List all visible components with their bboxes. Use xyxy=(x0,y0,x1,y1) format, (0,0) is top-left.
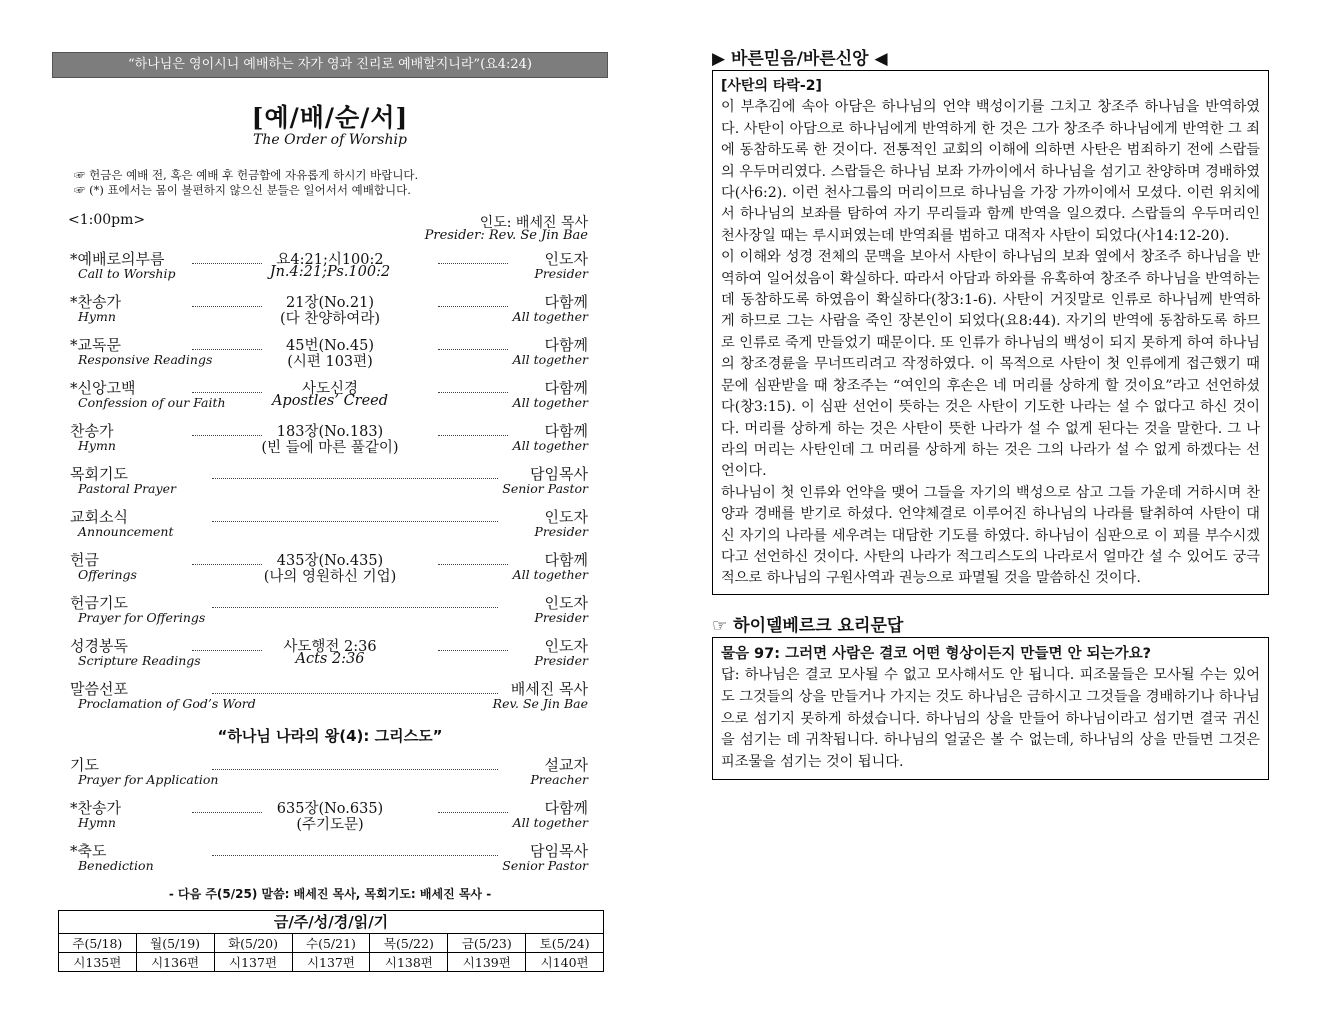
reading-passage: 시139편 xyxy=(448,953,526,972)
item-title-ko: *찬송가 xyxy=(70,293,121,311)
page-subtitle: The Order of Worship xyxy=(253,132,407,148)
item-title-ko: 말씀선포 xyxy=(70,680,128,698)
item-role-en: Preacher xyxy=(530,772,588,787)
item-title-en: Pastoral Prayer xyxy=(78,481,176,496)
order-item xyxy=(52,588,608,631)
item-title-ko: *예배로의부름 xyxy=(70,250,165,268)
reading-passage: 시135편 xyxy=(59,953,136,972)
order-item xyxy=(52,244,608,287)
faith-paragraph: 이 이해와 성경 전체의 문맥을 보아서 사탄이 하나님의 보좌 옆에서 창조주 하나님을 반역하여 일어섰음이 확실하다. 따라서 아담과 하와를 유혹하여 창조주 하나님을 반역하는 데 동참하도록 하였음이 확실하다(창3:1-6). 사탄이 거짓말로 인류로 하나님께 반역하게 하므로 그는 사람을 죽인 장본인이 되었다(요8:44). 자기의 반역에 동참하도록 하므로 인류로 죽게 만들었기 때문이다. 또 인류가 하나님의 백성이 되지 못하게 하여 하나님의 창조경륜을 무너뜨리려고 작정하였다. 이 목적으로 사탄이 첫 인류에게 접근했기 때문에 심판받을 때 창조주는 “여인의 후손은 네 머리를 상하게 할 것이요”라고 선언하셨다(창3:15). 이 심판 선언이 뜻하는 것은 사탄이 기도한 나라는 설 수 없다고 하신 것이다. 머리를 상하게 하는 것은 사탄이 뜻한 나라가 설 수 없게 된다는 것을 말한다. 그 나라의 머리는 사탄인데 그 머리를 상하게 하는 것은 그의 나라가 설 수 없게 하겠다는 선언이다. xyxy=(721,249,1260,480)
faith-paragraph: 하나님이 첫 인류와 언약을 맺어 그들을 자기의 백성으로 삼고 그들 가운데 거하시며 찬양과 경배를 받기로 하셨다. 언약체결로 이루어진 하나님의 나라를 탈취하여 사탄이 대신 자기의 나라를 세우려는 대담한 기도를 하였다. 하나님이 심판으로 이 꾀를 부수시겠다고 선언하신 것이다. 사탄의 나라가 적그리스도의 나라로서 얼마간 설 수 있어도 궁극적으로 하나님의 구원사역과 권능으로 파멸될 것을 말씀하신 것이다. xyxy=(721,484,1260,587)
dotted-leader xyxy=(438,564,508,565)
item-title-en: Scripture Readings xyxy=(78,653,201,668)
item-title-ko: 헌금기도 xyxy=(70,594,128,612)
catechism-box xyxy=(712,637,1269,781)
dotted-leader xyxy=(192,812,262,813)
reading-passage: 시137편 xyxy=(292,953,370,972)
item-role-ko: 담임목사 xyxy=(530,842,588,860)
dotted-leader xyxy=(192,349,262,350)
order-item xyxy=(52,459,608,502)
item-title-ko: 찬송가 xyxy=(70,422,114,440)
dotted-leader xyxy=(192,650,262,651)
item-title-ko: 교회소식 xyxy=(70,508,128,526)
item-role-ko: 인도자 xyxy=(544,594,588,612)
dotted-leader xyxy=(438,392,508,393)
order-of-worship-page xyxy=(52,52,608,972)
item-detail: 435장(No.435) xyxy=(276,553,384,569)
item-role-en: All together xyxy=(512,352,588,367)
item-title-en: Prayer for Offerings xyxy=(78,610,206,625)
item-role-ko: 설교자 xyxy=(544,756,588,774)
dotted-leader xyxy=(212,693,498,694)
next-week-note: - 다음 주(5/25) 말씀: 배세진 목사, 목회기도: 배세진 목사 - xyxy=(168,887,492,901)
item-title-ko: *신앙고백 xyxy=(70,379,136,397)
item-title-ko: 기도 xyxy=(70,756,99,774)
item-detail: 21장(No.21) xyxy=(286,295,374,311)
dotted-leader xyxy=(212,521,498,522)
reading-title: 금/주/성/경/읽/기 xyxy=(59,911,603,934)
item-detail-sub: Jn.4:21;Ps.100:2 xyxy=(269,264,391,280)
item-role-en: Rev. Se Jin Bae xyxy=(492,696,588,711)
item-title-ko: 헌금 xyxy=(70,551,99,569)
reading-day: 월(5/19) xyxy=(136,934,214,953)
order-item xyxy=(52,373,608,416)
faith-section-heading: ▶ 바른믿음/바른신앙 ◀ xyxy=(712,49,888,69)
item-title-ko: *교독문 xyxy=(70,336,121,354)
item-title-en: Responsive Readings xyxy=(78,352,213,367)
item-detail: 45번(No.45) xyxy=(286,338,374,354)
item-detail-sub: (시편 103편) xyxy=(287,354,373,370)
item-role-ko: 다함께 xyxy=(544,799,588,817)
dotted-leader xyxy=(192,263,262,264)
item-detail-sub: (나의 영원하신 기업) xyxy=(263,569,397,585)
reading-passage: 시138편 xyxy=(370,953,448,972)
item-role-en: Senior Pastor xyxy=(502,481,588,496)
faith-article-title: [사탄의 타락-2] xyxy=(721,78,822,94)
item-title-ko: *축도 xyxy=(70,842,107,860)
reading-day: 화(5/20) xyxy=(214,934,292,953)
item-detail: 사도행전 2:36 xyxy=(283,639,377,655)
catechism-heading: ☞ 하이델베르크 요리문답 xyxy=(712,615,904,636)
item-role-ko: 담임목사 xyxy=(530,465,588,483)
service-time: <1:00pm> xyxy=(68,212,146,228)
item-role-en: All together xyxy=(512,309,588,324)
dotted-leader xyxy=(212,607,498,608)
dotted-leader xyxy=(192,564,262,565)
dotted-leader xyxy=(438,812,508,813)
order-list-after-sermon xyxy=(52,750,608,879)
leader-ko: 인도: 배세진 목사 xyxy=(479,215,588,231)
order-item xyxy=(52,793,608,836)
reading-passages-row xyxy=(59,953,603,972)
item-title-en: Proclamation of God’s Word xyxy=(78,696,256,711)
dotted-leader xyxy=(212,855,498,856)
catechism-question: 물음 97: 그러면 사람은 결코 어떤 형상이든지 만들면 안 되는가요? xyxy=(721,645,1151,662)
sermon-title: “하나님 나라의 왕(4): 그리스도” xyxy=(217,727,443,745)
order-item xyxy=(52,502,608,545)
item-title-en: Confession of our Faith xyxy=(78,395,226,410)
reading-day: 주(5/18) xyxy=(59,934,136,953)
item-role-ko: 배세진 목사 xyxy=(510,680,588,698)
reading-passage: 시140편 xyxy=(526,953,603,972)
item-title-ko: 성경봉독 xyxy=(70,637,128,655)
item-title-en: Hymn xyxy=(78,309,116,324)
order-item xyxy=(52,545,608,588)
leader-en: Presider: Rev. Se Jin Bae xyxy=(424,228,588,243)
reading-day: 수(5/21) xyxy=(292,934,370,953)
item-detail-sub: (빈 들에 마른 풀같이) xyxy=(261,440,399,456)
item-role-en: Presider xyxy=(534,610,588,625)
order-item xyxy=(52,750,608,793)
order-item xyxy=(52,330,608,373)
dotted-leader xyxy=(192,306,262,307)
item-role-en: All together xyxy=(512,567,588,582)
item-role-en: Presider xyxy=(534,266,588,281)
item-title-en: Hymn xyxy=(78,815,116,830)
dotted-leader xyxy=(192,392,262,393)
weekly-reading-table xyxy=(58,910,604,972)
item-role-en: Senior Pastor xyxy=(502,858,588,873)
dotted-leader xyxy=(438,306,508,307)
item-title-en: Offerings xyxy=(78,567,137,582)
service-leader xyxy=(52,210,608,244)
item-detail-sub: Acts 2:36 xyxy=(295,651,365,667)
item-role-en: Presider xyxy=(534,524,588,539)
item-detail: 183장(No.183) xyxy=(276,424,384,440)
order-item xyxy=(52,631,608,674)
item-role-ko: 다함께 xyxy=(544,422,588,440)
dotted-leader xyxy=(438,349,508,350)
item-title-ko: *찬송가 xyxy=(70,799,121,817)
worship-notes xyxy=(74,168,608,198)
reading-days-row xyxy=(59,934,603,953)
item-role-en: All together xyxy=(512,395,588,410)
order-item xyxy=(52,674,608,717)
note-standing: ☞ (*) 표에서는 몸이 불편하지 않으신 분들은 일어서서 예배합니다. xyxy=(74,183,411,197)
item-role-ko: 다함께 xyxy=(544,551,588,569)
dotted-leader xyxy=(212,478,498,479)
bulletin-articles xyxy=(712,44,1269,780)
reading-day: 금(5/23) xyxy=(448,934,526,953)
item-role-ko: 다함께 xyxy=(544,336,588,354)
item-title-en: Hymn xyxy=(78,438,116,453)
item-role-en: All together xyxy=(512,438,588,453)
reading-passage: 시136편 xyxy=(136,953,214,972)
dotted-leader xyxy=(212,769,498,770)
item-detail: 635장(No.635) xyxy=(276,801,384,817)
order-item xyxy=(52,836,608,879)
reading-day: 목(5/22) xyxy=(370,934,448,953)
item-detail: 요4:21;시100:2 xyxy=(276,252,384,268)
faith-article xyxy=(712,70,1269,595)
reading-passage: 시137편 xyxy=(214,953,292,972)
item-detail-sub: Apostles’ Creed xyxy=(271,393,389,409)
dotted-leader xyxy=(438,435,508,436)
item-role-ko: 인도자 xyxy=(544,637,588,655)
dotted-leader xyxy=(438,650,508,651)
item-role-ko: 인도자 xyxy=(544,250,588,268)
item-detail-sub: (주기도문) xyxy=(296,817,364,833)
item-title-en: Announcement xyxy=(78,524,174,539)
item-role-ko: 다함께 xyxy=(544,379,588,397)
note-offering: ☞ 헌금은 예배 전, 혹은 예배 후 헌금함에 자유롭게 하시기 바랍니다. xyxy=(74,168,419,182)
order-list xyxy=(52,244,608,717)
item-title-ko: 목회기도 xyxy=(70,465,128,483)
verse-banner: “하나님은 영이시니 예배하는 자가 영과 진리로 예배할지니라”(요4:24) xyxy=(52,52,608,78)
item-role-en: Presider xyxy=(534,653,588,668)
item-title-en: Benediction xyxy=(78,858,154,873)
item-title-en: Prayer for Application xyxy=(78,772,219,787)
dotted-leader xyxy=(438,263,508,264)
item-role-en: All together xyxy=(512,815,588,830)
item-role-ko: 다함께 xyxy=(544,293,588,311)
item-detail-sub: (다 찬양하여라) xyxy=(280,311,380,327)
item-detail: 사도신경 xyxy=(301,381,359,397)
page-title: [예/배/순/서] xyxy=(251,103,409,132)
order-item xyxy=(52,287,608,330)
item-title-en: Call to Worship xyxy=(78,266,176,281)
item-role-ko: 인도자 xyxy=(544,508,588,526)
catechism-answer: 답: 하나님은 결코 모사될 수 없고 모사해서도 안 됩니다. 피조물들은 모사될 수는 있어도 그것들의 상을 만들거나 가지는 것도 하나님은 금하시고 그것들을 경배하기나 하나님으로 섬기지 못하게 하셨습니다. 하나님의 상을 만들어 하나님이라고 섬기면 결국 귀신을 섬기는 데 귀착됩니다. 하나님의 얼굴은 볼 수 없는데, 하나님의 상을 만들면 그것은 피조물을 섬기는 것이 됩니다. xyxy=(721,667,1260,770)
faith-paragraph: 이 부추김에 속아 아담은 하나님의 언약 백성이기를 그치고 창조주 하나님을 반역하였다. 사탄이 아담으로 하나님에게 반역하게 한 것은 그가 창조주 하나님에게 반역한 그 죄에 동참하도록 한 것이다. 전통적인 교회의 이해에 의하면 사탄은 범죄하기 전에 스랍들의 우두머리였다. 스랍들은 하나님 보좌 가까이에서 하나님을 섬기고 찬양하며 경배하였다(사6:2). 이런 천사그룹의 머리이므로 하나님을 가장 가까이에서 모셨다. 이런 위치에서 하나님의 보좌를 탐하여 자기 무리들과 함께 반역을 일으켰다. 스랍들의 우두머리인 천사장일 때는 루시퍼였는데 반역죄를 범하고 대적자 사탄이 되었다(사14:12-20). xyxy=(721,99,1260,244)
order-item xyxy=(52,416,608,459)
dotted-leader xyxy=(192,435,262,436)
reading-day: 토(5/24) xyxy=(526,934,603,953)
